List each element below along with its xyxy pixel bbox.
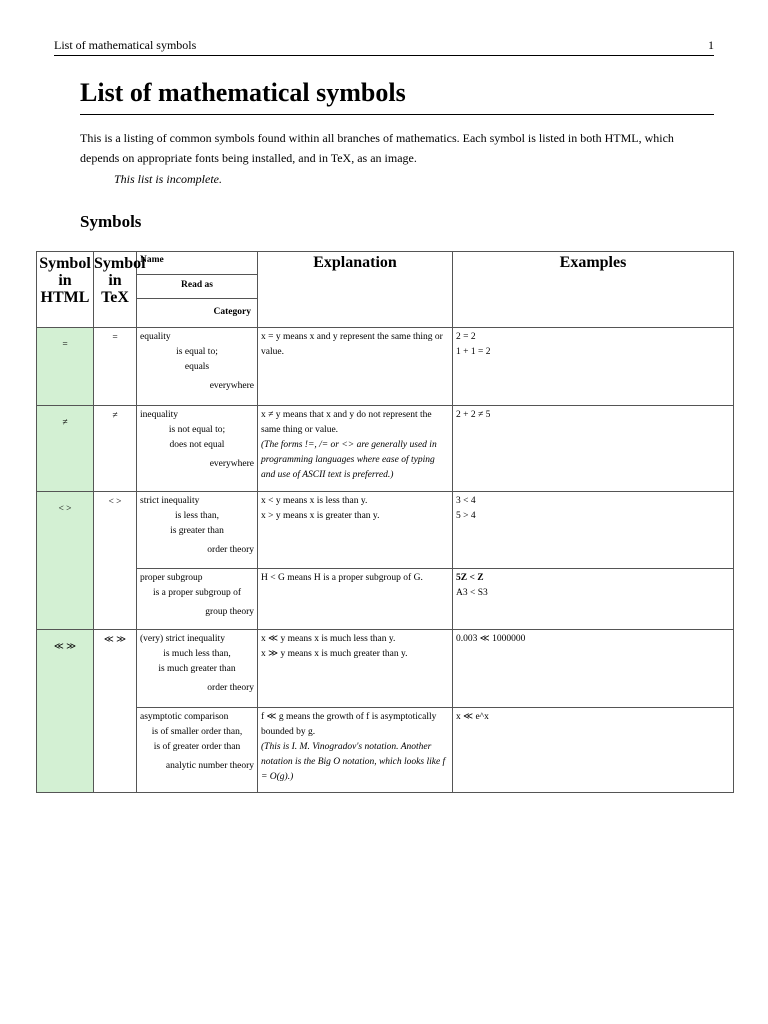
name-cell bbox=[137, 569, 258, 630]
header-html-symbol: Symbol in HTML bbox=[37, 252, 94, 328]
header-category: Category bbox=[213, 307, 251, 317]
read-as: equals bbox=[184, 362, 210, 372]
tex-symbol-less-greater: < > bbox=[94, 492, 137, 630]
examples-cell bbox=[453, 569, 734, 630]
read-as: is less than, bbox=[174, 511, 220, 521]
category: everywhere bbox=[209, 459, 254, 469]
read-as: is a proper subgroup of bbox=[152, 588, 242, 598]
example: 1 + 1 = 2 bbox=[456, 347, 491, 357]
explanation-note: (This is I. M. Vinogradov's notation. Another notation is the Big O notation, which looks like f = O(g).) bbox=[261, 742, 446, 782]
example: 3 < 4 bbox=[456, 496, 476, 506]
html-symbol-equals: = bbox=[37, 328, 94, 406]
examples-cell bbox=[453, 708, 734, 793]
read-as: is not equal to; bbox=[168, 425, 226, 435]
examples-cell bbox=[453, 492, 734, 569]
header-name: Name bbox=[137, 252, 257, 275]
example: 2 = 2 bbox=[456, 332, 476, 342]
html-symbol-not-equal: ≠ bbox=[37, 406, 94, 492]
category: analytic number theory bbox=[165, 761, 254, 771]
explanation-text: x > y means x is greater than y. bbox=[261, 511, 380, 521]
read-as: is much greater than bbox=[158, 664, 236, 674]
category: everywhere bbox=[209, 381, 254, 391]
header-name-cell bbox=[137, 252, 258, 328]
examples-cell bbox=[453, 406, 734, 492]
tex-symbol-much-less-greater: ≪ ≫ bbox=[94, 630, 137, 793]
html-symbol-much-less-greater: ≪ ≫ bbox=[37, 630, 94, 793]
page-title: List of mathematical symbols bbox=[80, 78, 714, 115]
html-symbol-less-greater: < > bbox=[37, 492, 94, 630]
examples-cell bbox=[453, 630, 734, 708]
explanation-cell bbox=[258, 492, 453, 569]
incomplete-note: This list is incomplete. bbox=[114, 172, 222, 186]
table-row bbox=[37, 630, 734, 708]
example: 2 + 2 ≠ 5 bbox=[456, 410, 491, 420]
examples-cell bbox=[453, 328, 734, 406]
explanation-text: x ≫ y means x is much greater than y. bbox=[261, 649, 408, 659]
explanation-text: f ≪ g means the growth of f is asymptotically bounded by g. bbox=[261, 712, 437, 737]
explanation-text: x < y means x is less than y. bbox=[261, 496, 368, 506]
intro-paragraph: This is a listing of common symbols found within all branches of mathematics. Each symbol is listed in both HTML, which depends on appropriate fonts being installed, and in TeX, as an image. bbox=[80, 131, 674, 165]
symbol-name: strict inequality bbox=[140, 496, 200, 506]
category: order theory bbox=[207, 545, 254, 555]
explanation-cell bbox=[258, 569, 453, 630]
read-as: is of smaller order than, bbox=[151, 727, 243, 737]
name-cell bbox=[137, 492, 258, 569]
explanation-cell bbox=[258, 328, 453, 406]
table-row bbox=[37, 406, 734, 492]
header-read-as: Read as bbox=[137, 275, 257, 299]
explanation-text: x ≠ y means that x and y do not represent the same thing or value. bbox=[261, 410, 432, 435]
running-head bbox=[54, 38, 714, 56]
read-as: is equal to; bbox=[176, 347, 218, 357]
read-as: is greater than bbox=[170, 526, 224, 536]
symbols-table bbox=[36, 251, 734, 793]
table-row bbox=[37, 569, 734, 630]
read-as: does not equal bbox=[169, 440, 225, 450]
table-row bbox=[37, 492, 734, 569]
tex-symbol-equals: = bbox=[94, 328, 137, 406]
table-row bbox=[37, 708, 734, 793]
table-header-row bbox=[37, 252, 734, 328]
symbol-name: proper subgroup bbox=[140, 573, 203, 583]
name-cell bbox=[137, 708, 258, 793]
category: order theory bbox=[207, 683, 254, 693]
category: group theory bbox=[205, 607, 254, 617]
symbol-name: (very) strict inequality bbox=[140, 634, 225, 644]
example: 5 > 4 bbox=[456, 511, 476, 521]
name-cell bbox=[137, 630, 258, 708]
explanation-text: x ≪ y means x is much less than y. bbox=[261, 634, 396, 644]
explanation-text: x = y means x and y represent the same thing or value. bbox=[261, 332, 443, 357]
tex-symbol-not-equal: ≠ bbox=[94, 406, 137, 492]
section-heading: Symbols bbox=[80, 212, 142, 231]
name-cell bbox=[137, 406, 258, 492]
explanation-cell bbox=[258, 406, 453, 492]
explanation-cell bbox=[258, 630, 453, 708]
page-number: 1 bbox=[708, 38, 714, 52]
running-head-title: List of mathematical symbols bbox=[54, 38, 197, 52]
header-tex-symbol: Symbol in TeX bbox=[94, 252, 137, 328]
name-cell bbox=[137, 328, 258, 406]
symbol-name: equality bbox=[140, 332, 171, 342]
explanation-cell bbox=[258, 708, 453, 793]
explanation-note: (The forms !=, /= or <> are generally used in programming languages where ease of typing and use of ASCII text is preferred.) bbox=[261, 440, 437, 480]
read-as: is of greater order than bbox=[153, 742, 241, 752]
read-as: is much less than, bbox=[163, 649, 231, 659]
header-explanation: Explanation bbox=[258, 252, 453, 328]
example: A3 < S3 bbox=[456, 588, 488, 598]
example: 5Z < Z bbox=[456, 573, 484, 583]
example: 0.003 ≪ 1000000 bbox=[456, 634, 526, 644]
table-row bbox=[37, 328, 734, 406]
header-examples: Examples bbox=[453, 252, 734, 328]
example: x ≪ e^x bbox=[456, 712, 489, 722]
explanation-text: H < G means H is a proper subgroup of G. bbox=[261, 573, 423, 583]
symbol-name: inequality bbox=[140, 410, 178, 420]
symbol-name: asymptotic comparison bbox=[140, 712, 229, 722]
